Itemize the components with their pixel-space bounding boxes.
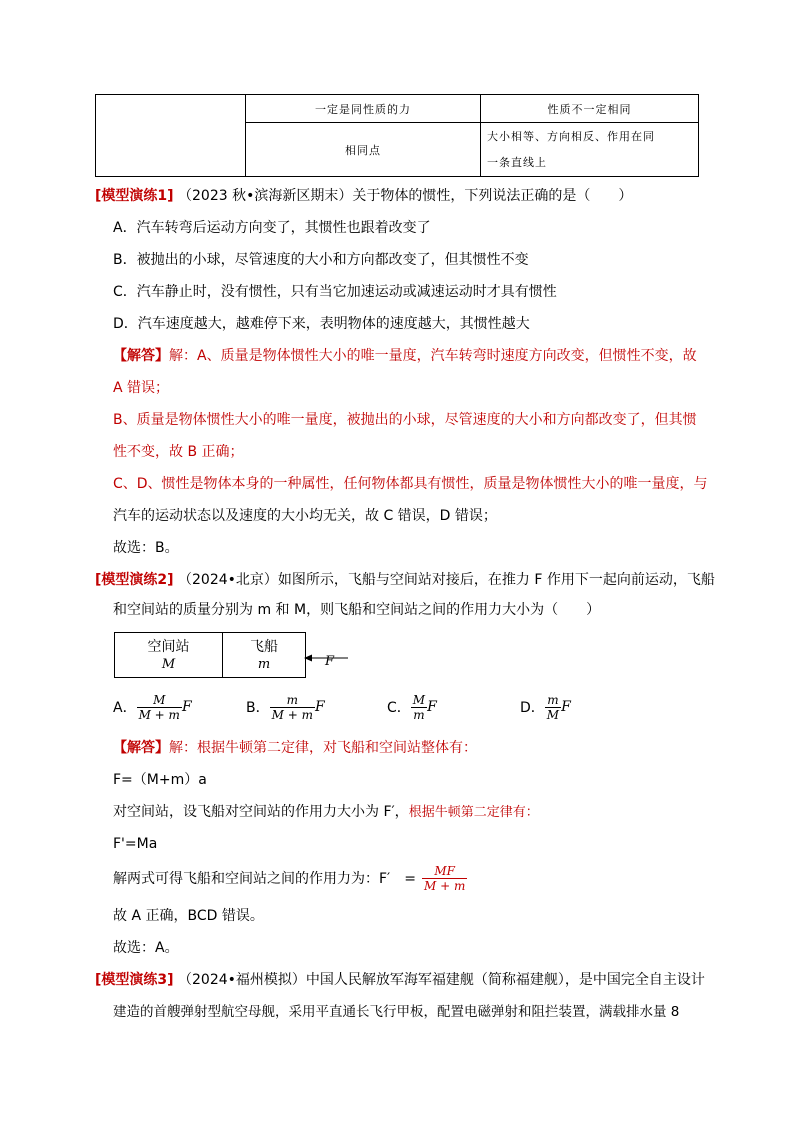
fraction-denominator: M + m (271, 707, 313, 722)
q2-result-text: 解两式可得飞船和空间站之间的作用力为：F′ = (113, 871, 416, 887)
q1-tag: [模型演练1] (95, 188, 174, 204)
fraction-numerator: m (270, 693, 315, 708)
q1-choice: 故选：B。 (113, 540, 179, 556)
table-cell-similarity: 相同点 (246, 123, 481, 177)
q2-answer-text-red: 根据牛顿第二定律有： (408, 805, 539, 820)
option-label: A． (113, 700, 137, 716)
q2-option-c (387, 689, 437, 725)
spacecraft-label: 飞船 (250, 639, 278, 655)
option-fraction (411, 693, 427, 722)
q1-answer-line: A 错误； (113, 380, 170, 396)
table-empty-cell (96, 95, 246, 177)
fraction-numerator: M (137, 693, 182, 708)
q2-result-fraction (422, 864, 467, 893)
q1-answer-line (113, 346, 697, 366)
table-cell-similarity-desc (481, 123, 699, 177)
q1-stem: （2023 秋•滨海新区期末）关于物体的惯性，下列说法正确的是（ ） (178, 188, 633, 204)
option-tail: F (561, 699, 571, 715)
option-label: D． (520, 700, 545, 716)
space-station-label: 空间站 (147, 639, 190, 655)
q3-stem-line (95, 970, 705, 990)
q2-option-a (113, 689, 192, 725)
q2-stem-line-2: 和空间站的质量分别为 m 和 M，则飞船和空间站之间的作用力大小为（ ） (113, 602, 601, 618)
option-fraction (137, 693, 182, 722)
q2-option-b (246, 689, 325, 725)
q2-result-line (113, 860, 467, 896)
q3-tag: [模型演练3] (95, 972, 174, 988)
table-header-nature-differs: 性质不一定相同 (481, 95, 699, 123)
force-label: F (325, 654, 335, 669)
q2-answer-text: 对空间站，设飞船对空间站的作用力大小为 F′， (113, 804, 409, 820)
option-fraction (270, 693, 315, 722)
q1-answer-line: 性不变，故 B 正确； (113, 444, 244, 460)
option-label: C． (387, 700, 411, 716)
q2-equation-1: F=（M+m）a (113, 772, 207, 788)
q2-stem: （2024•北京）如图所示，飞船与空间站对接后，在推力 F 作用下一起向前运动，飞船 (178, 572, 715, 588)
option-tail: F (427, 699, 437, 715)
q2-answer-line (113, 802, 539, 823)
fraction-denominator: M + m (423, 878, 466, 893)
q2-answer-line (113, 738, 477, 758)
q1-answer-line: C、D、惯性是物体本身的一种属性，任何物体都具有惯性，质量是物体惯性大小的唯一量度，与 (113, 476, 708, 492)
q2-stem-line (95, 570, 715, 590)
q1-option-c: C．汽车静止时，没有惯性，只有当它加速运动或减速运动时才具有惯性 (113, 284, 557, 300)
q2-answer-text: 解：根据牛顿第二定律，对飞船和空间站整体有： (169, 740, 477, 756)
option-label: B． (246, 700, 270, 716)
spacecraft-mass: m (257, 657, 271, 672)
q3-stem: （2024•福州模拟）中国人民解放军海军福建舰（简称福建舰），是中国完全自主设计 (178, 972, 705, 988)
q1-option-b: B．被抛出的小球，尽管速度的大小和方向都改变了，但其惯性不变 (113, 252, 529, 268)
fraction-numerator: MF (422, 864, 467, 879)
q1-stem-line (95, 186, 632, 206)
q1-answer-line: 汽车的运动状态以及速度的大小均无关，故 C 错误，D 错误； (113, 508, 497, 524)
table-cell-line: 大小相等、方向相反、作用在同 (487, 129, 655, 143)
q1-option-d: D．汽车速度越大，越难停下来，表明物体的速度越大，其惯性越大 (113, 316, 530, 332)
q2-equation-2: F'=Ma (113, 836, 158, 852)
fraction-denominator: M (546, 707, 560, 722)
q1-answer-tag: 【解答】 (113, 348, 169, 364)
option-tail: F (181, 699, 192, 715)
fraction-denominator: m (413, 707, 425, 722)
table-header-same-nature: 一定是同性质的力 (246, 95, 481, 123)
fraction-numerator: m (545, 693, 561, 708)
q2-choice: 故选：A。 (113, 940, 179, 956)
option-tail: F (314, 699, 325, 715)
q1-answer-line: B、质量是物体惯性大小的唯一量度，被抛出的小球，尽管速度的大小和方向都改变了，但其惯 (113, 412, 697, 428)
q2-answer-tag: 【解答】 (113, 740, 169, 756)
docking-figure (114, 632, 306, 678)
q3-stem-line-2: 建造的首艘弹射型航空母舰，采用平直通长飞行甲板，配置电磁弹射和阻拦装置，满载排水量 8 (113, 1004, 680, 1020)
q1-option-a: A．汽车转弯后运动方向变了，其惯性也跟着改变了 (113, 220, 431, 236)
table-cell-line: 一条直线上 (487, 155, 547, 169)
q2-conclusion: 故 A 正确，BCD 错误。 (113, 908, 264, 924)
fraction-numerator: M (412, 692, 426, 707)
q2-tag: [模型演练2] (95, 572, 174, 588)
fraction-denominator: M + m (138, 707, 180, 722)
option-fraction (545, 693, 561, 722)
q2-option-d (520, 689, 571, 725)
q1-answer-text: 解：A、质量是物体惯性大小的唯一量度，汽车转弯时速度方向改变，但惯性不变，故 (169, 348, 697, 364)
space-station-mass: M (161, 657, 176, 672)
comparison-table (95, 94, 699, 177)
